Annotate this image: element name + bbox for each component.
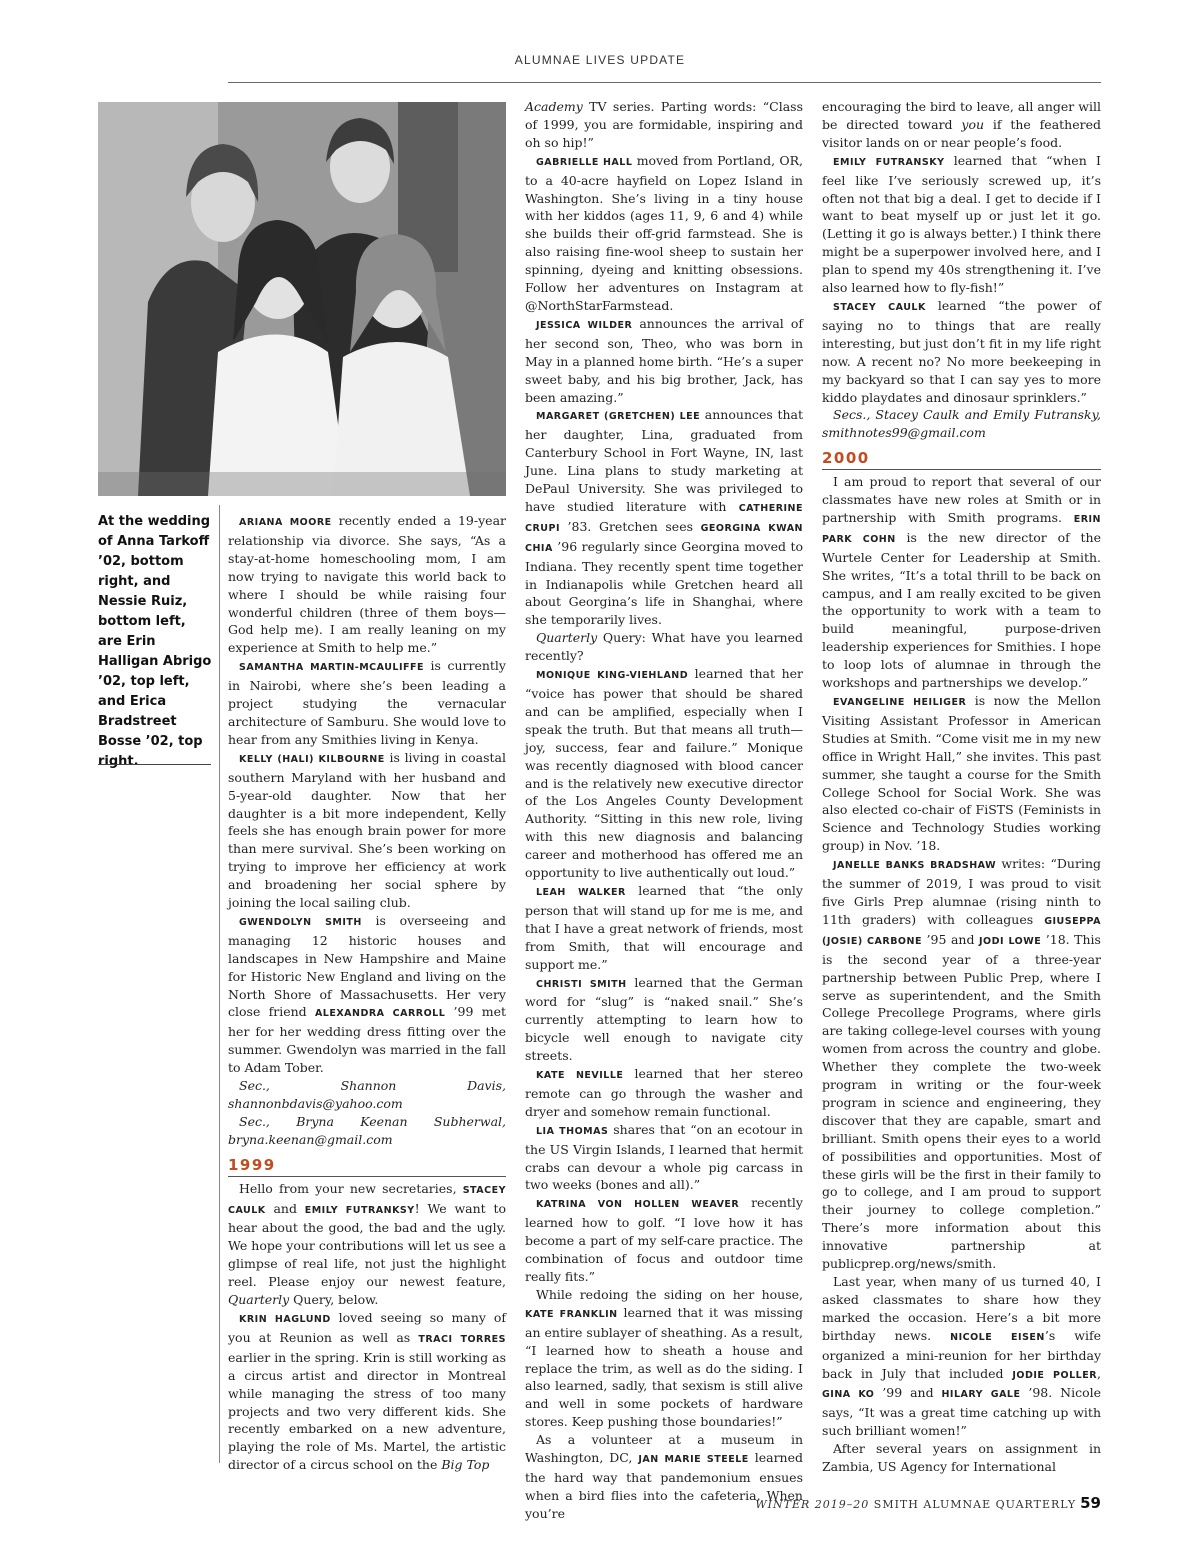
entry-evangeline-heiliger: EVANGELINE HEILIGER is now the Mellon Visiting Assistant Professor in American Studies at Smith. “Come visit me in my new office in Wright Hall,” she invites. This past summer, she taught a course for the Smith College School for Social Work. She was also elected co-chair of FiSTS (Feminists in Science and Technology Studies working group) in Nov. ’18. xyxy=(822,693,1101,854)
class-year-heading: 1999 xyxy=(228,1149,506,1177)
photo-caption: At the wedding of Anna Tarkoff ’02, bottom right, and Nessie Ruiz, bottom left, are Erin Halligan Abrigo ’02, top left, and Erica Bradstreet Bosse ’02, top right. xyxy=(98,514,212,769)
secretary-contact: Sec., Bryna Keenan Subherwal, bryna.keenan@gmail.com xyxy=(228,1113,506,1147)
column-rule xyxy=(219,505,220,1463)
running-head: ALUMNAE LIVES UPDATE xyxy=(514,53,686,67)
entry-jessica-wilder: JESSICA WILDER announces the arrival of her second son, Theo, who was born in May in a planned home birth. “He’s a super sweet baby, and his big brother, Jack, has been amazing.” xyxy=(525,315,803,405)
entry-erin-park-cohn: I am proud to report that several of our classmates have new roles at Smith or in partnership with Smith programs. ERIN PARK COHN is the new director of the Wurtele Center for Leadership at Smith. She writes, “It’s a total thrill to be back on campus, and I am really excited to be given the opportunity to work with a team to build meaningful, purpose-driven leadership experiences for Smithies. I hope to loop lots of alumnae in through the workshops and partnerships we develop.” xyxy=(822,474,1101,691)
entry-secretaries-intro: Hello from your new secretaries, STACEY CAULK and EMILY FUTRANKSY! We want to hear about the good, the bad and the ugly. We hope your contributions will let us see a glimpse of real life, not just the highlight reel. Please enjoy our newest feature, Quarterly Query, below. xyxy=(228,1180,507,1308)
wedding-photo xyxy=(98,102,506,496)
quarterly-query: Quarterly Query: What have you learned recently? xyxy=(525,630,803,664)
entry-krin-haglund: KRIN HAGLUND loved seeing so many of you at Reunion as well as TRACI TORRES earlier in the spring. Krin is still working as a circus artist and director in Montreal while managing the stress of too many projects and two very different kids. She recently embarked on a new adventure, playing the role of Ms. Martel, the artistic director of a circus school on the Big Top xyxy=(228,1309,507,1473)
column-3 xyxy=(822,98,1101,1476)
entry-emily-futransky: EMILY FUTRANSKY learned that “when I feel like I’ve seriously screwed up, it’s often not that big a deal. I get to decide if I want to beat myself up or just let it go. (Letting it go is always better.) I think there might be a superpower involved here, and I plan to spend my 40s strengthening it. I’ve also learned how to fly-fish!” xyxy=(822,152,1101,296)
column-1 xyxy=(228,512,506,1474)
entry-usaid: After several years on assignment in Zambia, US Agency for International xyxy=(822,1441,1101,1475)
entry-monique-king-viehland: MONIQUE KING-VIEHLAND learned that her “voice has power that should be shared and can be amplified, especially when I speak the truth. But that means all truth—joy, success, fear and failure.” Monique was recently diagnosed with blood cancer and is the relatively new executive director of the Los Angeles County Development Authority. “Sitting in this new role, living with this new diagnosis and balancing career and motherhood has offered me an opportunity to live authentically out loud.” xyxy=(525,666,803,881)
entry-ariana-moore: ARIANA MOORE recently ended a 19-year relationship via divorce. She says, “As a stay-at-home homeschooling mom, I am now trying to navigate this world back to where I should be while raising four wonderful children (three of them boys—God help me). I am really leaning on my experience at Smith to help me.” xyxy=(228,513,506,656)
entry-christi-smith: CHRISTI SMITH learned that the German word for “slug” is “naked snail.” She’s currently attempting to learn how to bicycle well enough to navigate city streets. xyxy=(525,974,803,1064)
entry-lia-thomas: LIA THOMAS shares that “on an ecotour in the US Virgin Islands, I learned that hermit crabs can devour a whole pig carcass in two weeks (bones and all).” xyxy=(525,1121,803,1193)
entry-birthday-news: Last year, when many of us turned 40, I asked classmates to share how they marked the occasion. Here’s a bit more birthday news. NICOLE EISEN’s wife organized a mini-reunion for her birthday back in July that included JODIE POLLER, GINA KO ’99 and HILARY GALE ’98. Nicole says, “It was a great time catching up with such brilliant women!” xyxy=(822,1274,1101,1439)
entry-janelle-bradshaw: JANELLE BANKS BRADSHAW writes: “During the summer of 2019, I was proud to visit five Girls Prep alumnae (rising ninth to 11th graders) with colleagues GIUSEPPA (JOSIE) CARBONE ’95 and JODI LOWE ’18. This is the second year of a three-year partnership between Public Prep, where I serve as superintendent, and the Smith College Precollege Programs, where girls are taking college-level courses with young women from across the country and globe. Whether they complete the two-week program in writing or the four-week program in science and engineering, they discover that they are capable, smart and brilliant. Smith opens their eyes to a world of possibilities and opportunities. Most of these girls will be the first in their family to go to college, and I am proud to support their journey to college completion.” There’s more information about this innovative partnership at publicprep.org/news/smith. xyxy=(822,856,1101,1272)
page-footer xyxy=(755,1494,1101,1512)
entry-kate-neville: KATE NEVILLE learned that her stereo remote can go through the washer and dryer and somehow remain functional. xyxy=(525,1066,803,1119)
entry-gabrielle-hall: GABRIELLE HALL moved from Portland, OR, to a 40-acre hayfield on Lopez Island in Washington. She’s living in a tiny house with her kiddos (ages 11, 9, 6 and 4) while she builds their off-grid farmstead. She is also raising fine-wool sheep to sustain her spinning, dyeing and knitting obsessions. Follow her adventures on Instagram at @NorthStarFarmstead. xyxy=(525,152,803,313)
secretary-contact: Sec., Shannon Davis, shannonbdavis@yahoo.com xyxy=(228,1078,506,1111)
entry-gwendolyn-smith: GWENDOLYN SMITH is overseeing and managing 12 historic houses and landscapes in New Hampshire and Maine for Historic New England and living on the North Shore of Massachusetts. Her very close friend ALEXANDRA CARROLL ’99 met her for her wedding dress fitting over the summer. Gwendolyn was married in the fall to Adam Tober. xyxy=(228,912,507,1076)
entry-jan-marie-steele: As a volunteer at a museum in Washington, DC, JAN MARIE STEELE learned the hard way that pandemonium ensues when a bird flies into the cafeteria. When you’re xyxy=(525,1432,803,1521)
secretary-contact: Secs., Stacey Caulk and Emily Futransky, smithnotes99@gmail.com xyxy=(822,407,1101,441)
entry-margaret-lee: MARGARET (GRETCHEN) LEE announces that her daughter, Lina, graduated from Canterbury School in Fort Wayne, IN, last June. Lina plans to study marketing at DePaul University. She was privileged to have studied literature with CATHERINE CRUPI ’83. Gretchen sees GEORGINA KWAN CHIA ’96 regularly since Georgina moved to Indiana. They recently spent time together in Indianapolis while Gretchen heard all about Georgina’s life in Shanghai, where she temporarily lives. xyxy=(525,407,803,628)
entry-samantha-martin-mcauliffe: SAMANTHA MARTIN-MCAULIFFE is currently in Nairobi, where she’s been leading a project studying the vernacular architecture of Samburu. She would love to hear from any Smithies living in Kenya. xyxy=(228,658,506,747)
class-year-heading: 2000 xyxy=(822,442,1101,470)
caption-rule xyxy=(98,764,211,765)
entry-kelly-kilbourne: KELLY (HALI) KILBOURNE is living in coastal southern Maryland with her husband and 5-year-old daughter. Now that her daughter is a bit more independent, Kelly feels she has enough brain power for more than mere survival. She’s been working on trying to improve her efficiency at work and broadening her social sphere by joining the local sailing club. xyxy=(228,749,506,911)
issue-date: WINTER 2019–20 xyxy=(755,1498,870,1511)
entry-stacey-caulk: STACEY CAULK learned “the power of saying no to things that are really interesting, but just don’t fit in my life right now. A recent no? No more beekeeping in my backyard so that I can say yes to more kiddo playdates and dinosaur sprinklers.” xyxy=(822,297,1101,405)
entry-jan-marie-steele-cont: encouraging the bird to leave, all anger will be directed toward you if the feathered visitor lands on or near people’s food. xyxy=(822,99,1101,150)
magazine-name: SMITH ALUMNAE QUARTERLY xyxy=(869,1498,1077,1511)
page-number: 59 xyxy=(1080,1494,1101,1512)
entry-krin-haglund-cont: Academy TV series. Parting words: “Class of 1999, you are formidable, inspiring and oh so hip!” xyxy=(525,99,803,150)
header-rule xyxy=(228,82,1101,83)
column-2 xyxy=(525,98,803,1523)
entry-kate-franklin: While redoing the siding on her house, KATE FRANKLIN learned that it was missing an entire sublayer of sheathing. As a result, “I learned how to sheath a house and replace the trim, as well as do the siding. I also learned, sadly, that sexism is still alive and well in some pockets of hardware stores. Keep pushing those boundaries!” xyxy=(525,1286,803,1430)
entry-leah-walker: LEAH WALKER learned that “the only person that will stand up for me is me, and that I have a great network of friends, most from Smith, that will encourage and support me.” xyxy=(525,882,803,972)
entry-katrina-weaver: KATRINA VON HOLLEN WEAVER recently learned how to golf. “I love how it has become a part of my self-care practice. The combination of focus and outdoor time really fits.” xyxy=(525,1195,803,1284)
